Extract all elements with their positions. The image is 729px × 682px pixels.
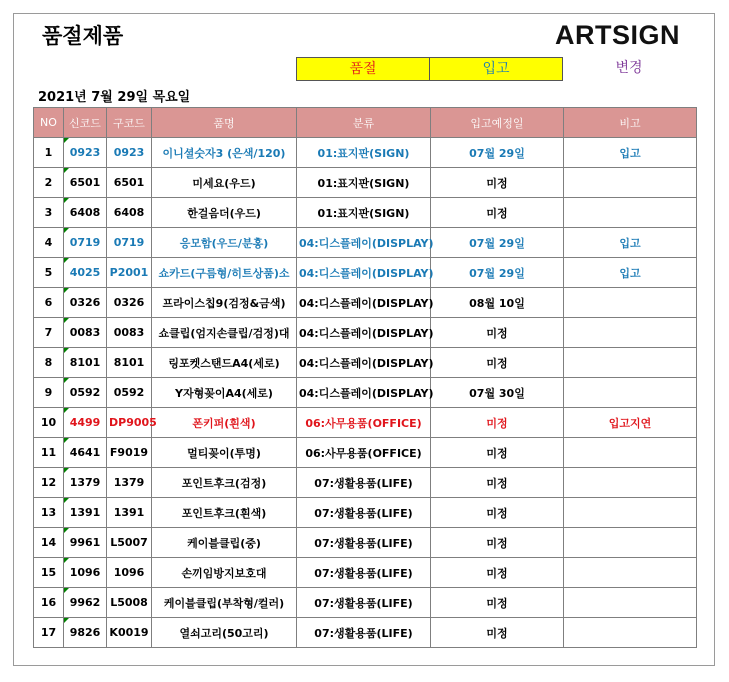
cell-category: 07:생활용품(LIFE) xyxy=(297,558,431,588)
table-row xyxy=(34,348,697,378)
cell-no: 6 xyxy=(34,288,64,318)
cell-no: 12 xyxy=(34,468,64,498)
cell-no: 10 xyxy=(34,408,64,438)
table-row xyxy=(34,318,697,348)
report-date: 2021년 7월 29일 목요일 xyxy=(38,90,191,105)
cell-note xyxy=(564,558,697,588)
cell-category: 07:생활용품(LIFE) xyxy=(297,528,431,558)
cell-name: 이니셜숫자3 (은색/120) xyxy=(152,138,297,168)
cell-note xyxy=(564,378,697,408)
column-header-eta: 입고예정일 xyxy=(431,108,564,138)
cell-old-code: F9019 xyxy=(107,438,152,468)
cell-eta: 미정 xyxy=(431,618,564,648)
cell-note xyxy=(564,588,697,618)
cell-note: 입고 xyxy=(564,228,697,258)
cell-new-code: 4499 xyxy=(64,408,107,438)
cell-no: 5 xyxy=(34,258,64,288)
soldout-table xyxy=(33,107,697,648)
cell-no: 13 xyxy=(34,498,64,528)
cell-no: 16 xyxy=(34,588,64,618)
cell-note xyxy=(564,168,697,198)
cell-note: 입고 xyxy=(564,258,697,288)
cell-no: 14 xyxy=(34,528,64,558)
cell-new-code: 0326 xyxy=(64,288,107,318)
cell-category: 01:표지판(SIGN) xyxy=(297,168,431,198)
table-row xyxy=(34,498,697,528)
cell-old-code: L5008 xyxy=(107,588,152,618)
cell-new-code: 1096 xyxy=(64,558,107,588)
cell-category: 07:생활용품(LIFE) xyxy=(297,618,431,648)
table-row xyxy=(34,528,697,558)
cell-old-code: 8101 xyxy=(107,348,152,378)
brand-logo: ARTSIGN xyxy=(555,20,680,50)
table-row xyxy=(34,468,697,498)
cell-new-code: 8101 xyxy=(64,348,107,378)
cell-name: 미세요(우드) xyxy=(152,168,297,198)
table-row xyxy=(34,138,697,168)
cell-name: 한걸음더(우드) xyxy=(152,198,297,228)
cell-category: 04:디스플레이(DISPLAY) xyxy=(297,348,431,378)
cell-category: 07:생활용품(LIFE) xyxy=(297,498,431,528)
cell-no: 15 xyxy=(34,558,64,588)
cell-note: 입고 xyxy=(564,138,697,168)
table-row xyxy=(34,618,697,648)
cell-name: 포인트후크(흰색) xyxy=(152,498,297,528)
cell-new-code: 4641 xyxy=(64,438,107,468)
cell-category: 04:디스플레이(DISPLAY) xyxy=(297,378,431,408)
cell-eta: 07월 29일 xyxy=(431,138,564,168)
cell-eta: 미정 xyxy=(431,588,564,618)
cell-name: 폰키퍼(흰색) xyxy=(152,408,297,438)
cell-no: 1 xyxy=(34,138,64,168)
table-row xyxy=(34,408,697,438)
cell-old-code: 1096 xyxy=(107,558,152,588)
cell-no: 3 xyxy=(34,198,64,228)
cell-new-code: 0923 xyxy=(64,138,107,168)
cell-category: 01:표지판(SIGN) xyxy=(297,198,431,228)
cell-no: 4 xyxy=(34,228,64,258)
cell-no: 8 xyxy=(34,348,64,378)
cell-old-code: K0019 xyxy=(107,618,152,648)
cell-category: 04:디스플레이(DISPLAY) xyxy=(297,288,431,318)
cell-new-code: 0083 xyxy=(64,318,107,348)
cell-old-code: 0592 xyxy=(107,378,152,408)
cell-eta: 미정 xyxy=(431,468,564,498)
cell-old-code: 0719 xyxy=(107,228,152,258)
cell-new-code: 0719 xyxy=(64,228,107,258)
column-header-category: 분류 xyxy=(297,108,431,138)
table-row xyxy=(34,198,697,228)
cell-note xyxy=(564,618,697,648)
cell-note xyxy=(564,198,697,228)
cell-new-code: 0592 xyxy=(64,378,107,408)
cell-old-code: DP9005 xyxy=(107,408,152,438)
cell-name: 응모함(우드/분홍) xyxy=(152,228,297,258)
cell-category: 04:디스플레이(DISPLAY) xyxy=(297,258,431,288)
cell-eta: 07월 29일 xyxy=(431,228,564,258)
cell-old-code: 0923 xyxy=(107,138,152,168)
table-row xyxy=(34,288,697,318)
table-row xyxy=(34,438,697,468)
cell-old-code: 0083 xyxy=(107,318,152,348)
cell-no: 11 xyxy=(34,438,64,468)
cell-eta: 미정 xyxy=(431,498,564,528)
cell-note xyxy=(564,468,697,498)
cell-new-code: 4025 xyxy=(64,258,107,288)
cell-name: 쇼카드(구름형/히트상품)소 xyxy=(152,258,297,288)
cell-name: 포인트후크(검정) xyxy=(152,468,297,498)
cell-new-code: 9826 xyxy=(64,618,107,648)
table-row xyxy=(34,378,697,408)
column-header-note: 비고 xyxy=(564,108,697,138)
cell-note xyxy=(564,528,697,558)
table-row xyxy=(34,228,697,258)
cell-category: 06:사무용품(OFFICE) xyxy=(297,408,431,438)
cell-no: 7 xyxy=(34,318,64,348)
cell-note xyxy=(564,318,697,348)
cell-eta: 미정 xyxy=(431,348,564,378)
cell-note xyxy=(564,498,697,528)
cell-old-code: 1379 xyxy=(107,468,152,498)
cell-category: 06:사무용품(OFFICE) xyxy=(297,438,431,468)
cell-note: 입고지연 xyxy=(564,408,697,438)
cell-old-code: 6501 xyxy=(107,168,152,198)
cell-eta: 미정 xyxy=(431,408,564,438)
cell-note xyxy=(564,348,697,378)
table-row xyxy=(34,558,697,588)
cell-eta: 미정 xyxy=(431,528,564,558)
cell-old-code: 6408 xyxy=(107,198,152,228)
table-row xyxy=(34,258,697,288)
cell-no: 2 xyxy=(34,168,64,198)
cell-name: 케이블클립(부착형/컬러) xyxy=(152,588,297,618)
legend-change: 변경 xyxy=(615,60,643,76)
cell-name: 손끼임방지보호대 xyxy=(152,558,297,588)
cell-note xyxy=(564,288,697,318)
cell-name: 링포켓스탠드A4(세로) xyxy=(152,348,297,378)
cell-eta: 08월 10일 xyxy=(431,288,564,318)
cell-no: 17 xyxy=(34,618,64,648)
cell-new-code: 6408 xyxy=(64,198,107,228)
cell-eta: 미정 xyxy=(431,168,564,198)
legend-soldout: 품절 xyxy=(296,57,430,81)
column-header-old-code: 구코드 xyxy=(107,108,152,138)
cell-category: 01:표지판(SIGN) xyxy=(297,138,431,168)
cell-new-code: 9962 xyxy=(64,588,107,618)
cell-eta: 07월 29일 xyxy=(431,258,564,288)
cell-eta: 미정 xyxy=(431,198,564,228)
cell-name: 케이블클립(중) xyxy=(152,528,297,558)
cell-name: 멀티꽂이(투명) xyxy=(152,438,297,468)
cell-new-code: 1379 xyxy=(64,468,107,498)
cell-old-code: 1391 xyxy=(107,498,152,528)
cell-category: 07:생활용품(LIFE) xyxy=(297,468,431,498)
cell-no: 9 xyxy=(34,378,64,408)
cell-old-code: P2001 xyxy=(107,258,152,288)
cell-category: 07:생활용품(LIFE) xyxy=(297,588,431,618)
page-title: 품절제품 xyxy=(42,24,124,48)
table-body xyxy=(34,138,697,648)
column-header-new-code: 신코드 xyxy=(64,108,107,138)
cell-old-code: L5007 xyxy=(107,528,152,558)
cell-old-code: 0326 xyxy=(107,288,152,318)
cell-eta: 미정 xyxy=(431,438,564,468)
table-header-row xyxy=(34,108,697,138)
cell-category: 04:디스플레이(DISPLAY) xyxy=(297,228,431,258)
cell-name: Y자형꽂이A4(세로) xyxy=(152,378,297,408)
table-row xyxy=(34,588,697,618)
cell-name: 쇼클립(엄지손클립/검정)대 xyxy=(152,318,297,348)
cell-new-code: 1391 xyxy=(64,498,107,528)
cell-new-code: 9961 xyxy=(64,528,107,558)
cell-note xyxy=(564,438,697,468)
cell-name: 프라이스칩9(검정&금색) xyxy=(152,288,297,318)
legend-restock: 입고 xyxy=(429,57,563,81)
table-row xyxy=(34,168,697,198)
cell-new-code: 6501 xyxy=(64,168,107,198)
cell-name: 열쇠고리(50고리) xyxy=(152,618,297,648)
cell-eta: 미정 xyxy=(431,558,564,588)
cell-eta: 07월 30일 xyxy=(431,378,564,408)
cell-eta: 미정 xyxy=(431,318,564,348)
column-header-name: 품명 xyxy=(152,108,297,138)
column-header-no: NO xyxy=(34,108,64,138)
cell-category: 04:디스플레이(DISPLAY) xyxy=(297,318,431,348)
